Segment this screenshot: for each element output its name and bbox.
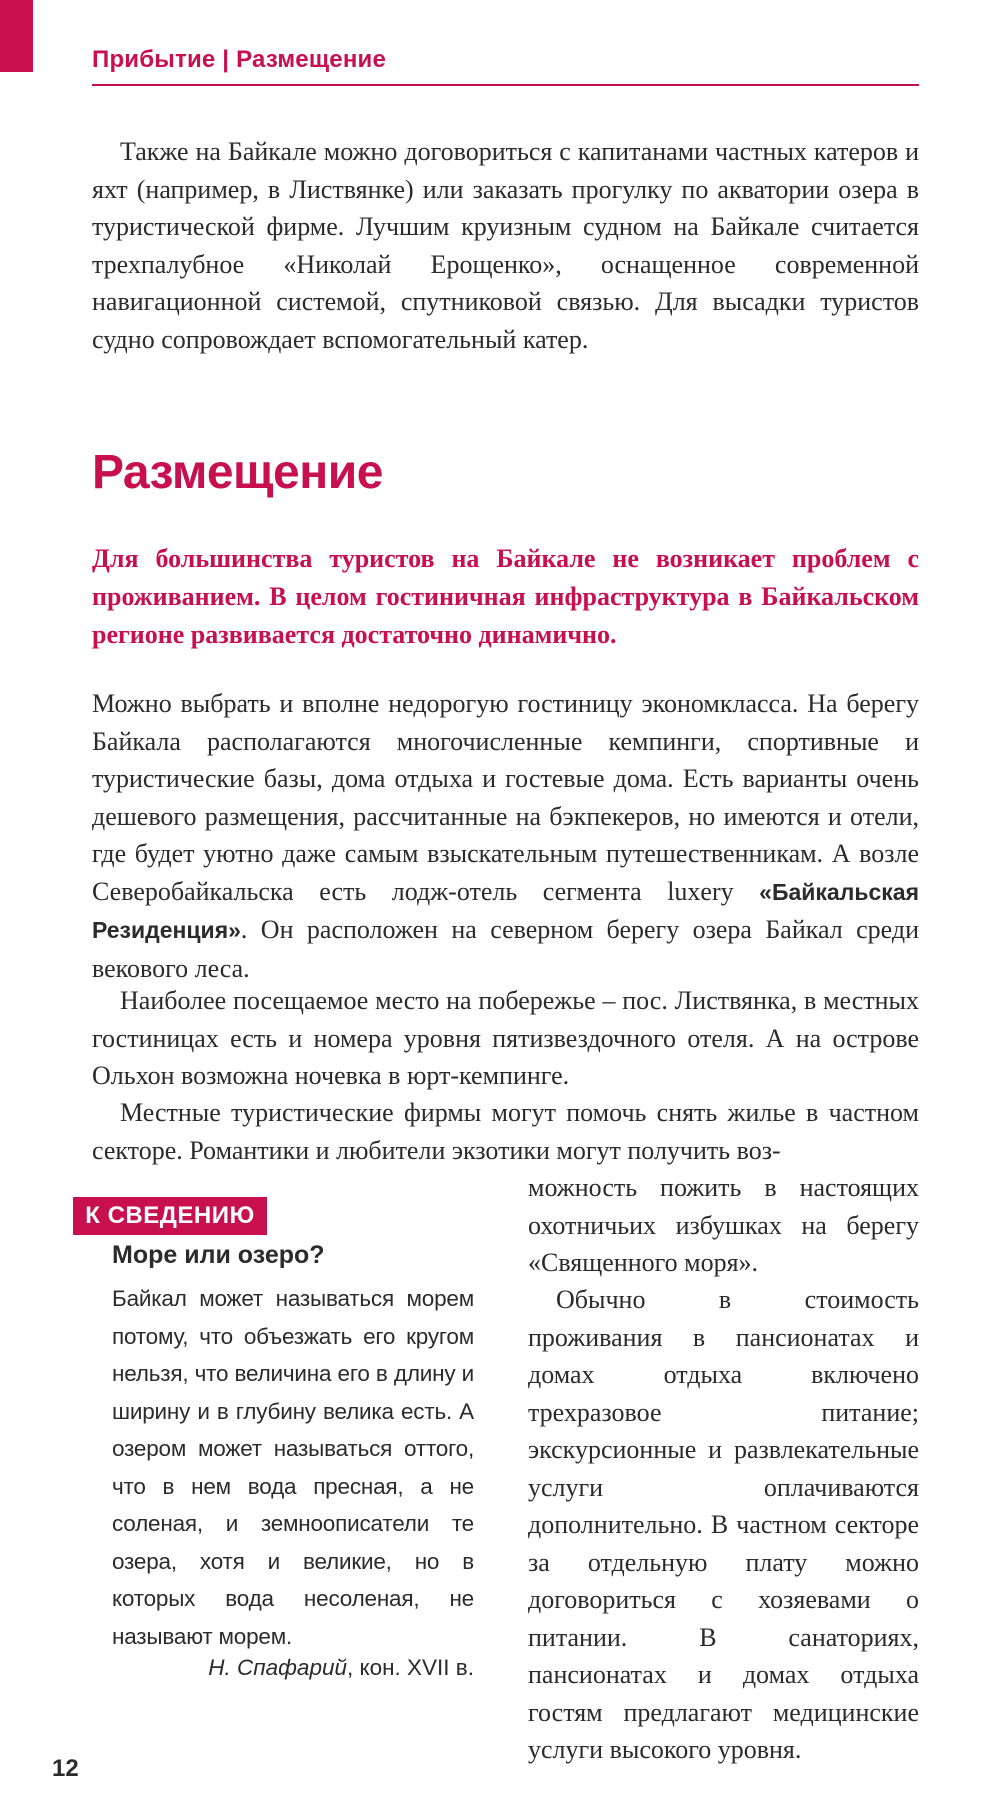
section-title: Размещение bbox=[92, 446, 383, 499]
section-lead: Для большинства туристов на Байкале не возникает проблем с проживанием. В целом гостиничная инфраструктура в Байкальском регионе развивается достаточно динамично. bbox=[92, 544, 919, 649]
hotel-name: «Байкальская Резиденция» bbox=[92, 878, 919, 943]
citation-author: Н. Спафарий bbox=[208, 1655, 347, 1680]
citation-date: , кон. XVII в. bbox=[346, 1655, 474, 1680]
body-paragraph-1-end: . Он расположен на северном берегу озера Байкал среди векового леса. bbox=[92, 915, 919, 983]
header-rule bbox=[92, 84, 919, 86]
info-box-label: К СВЕДЕНИЮ bbox=[73, 1197, 267, 1235]
info-box-citation bbox=[112, 1655, 474, 1681]
body-paragraph-3: Местные туристические фирмы могут помочь снять жилье в частном секторе. Романтики и любители экзотики могут получить воз- bbox=[92, 1098, 919, 1165]
body-paragraph-1-start: Можно выбрать и вполне недорогую гостиницу экономкласса. На берегу Байкала располагаются многочисленные кемпинги, спортивные и туристические базы, дома отдыха и гостевые дома. Есть варианты очень дешевого размещения, рассчитанные на бэкпекеров, но имеются и отели, где будет уютно даже самым взыскательным путешественникам. А возле Северобайкальска есть лодж-отель сегмента luxery bbox=[92, 689, 919, 906]
intro-paragraph: Также на Байкале можно договориться с капитанами частных катеров и яхт (например, в Листвянке) или заказать прогулку по акватории озера в туристической фирме. Лучшим круизным судном на Байкале считается трехпалубное «Николай Ерощенко», оснащенное современной навигационной системой, спутниковой связью. Для высадки туристов судно сопровождает вспомогательный катер. bbox=[92, 137, 919, 354]
body-paragraph-2: Наиболее посещаемое место на побережье – пос. Листвянка, в местных гостиницах есть и номера уровня пятизвездочного отеля. А на острове Ольхон возможна ночевка в юрт-кемпинге. bbox=[92, 986, 919, 1090]
body-paragraph-1 bbox=[92, 685, 919, 987]
info-box-title: Море или озеро? bbox=[112, 1241, 325, 1269]
page-number: 12 bbox=[52, 1755, 79, 1782]
running-head: Прибытие | Размещение bbox=[92, 46, 387, 73]
page-corner-tab bbox=[0, 0, 33, 72]
body-paragraph-4: Обычно в стоимость проживания в пансионатах и домах отдыха включено трехразовое питание; экскурсионные и развлекательные услуги оплачиваются дополнительно. В частном секторе за отдельную плату можно договориться с хозяевами о питании. В санаториях, пансионатах и домах отдыха гостям предлагают медицинские услуги высокого уровня. bbox=[528, 1285, 919, 1764]
info-box-quote: Байкал может называться морем потому, что объезжать его кругом нельзя, что величина его в длину и ширину и в глубину велика есть. А озером может называться оттого, что в нем вода пресная, а не соленая, и земноописатели те озера, хотя и великие, но в которых вода несоленая, не называют морем. bbox=[112, 1286, 474, 1649]
body-paragraph-3-continued: можность пожить в настоящих охотничьих избушках на берегу «Священного моря». bbox=[528, 1173, 919, 1277]
